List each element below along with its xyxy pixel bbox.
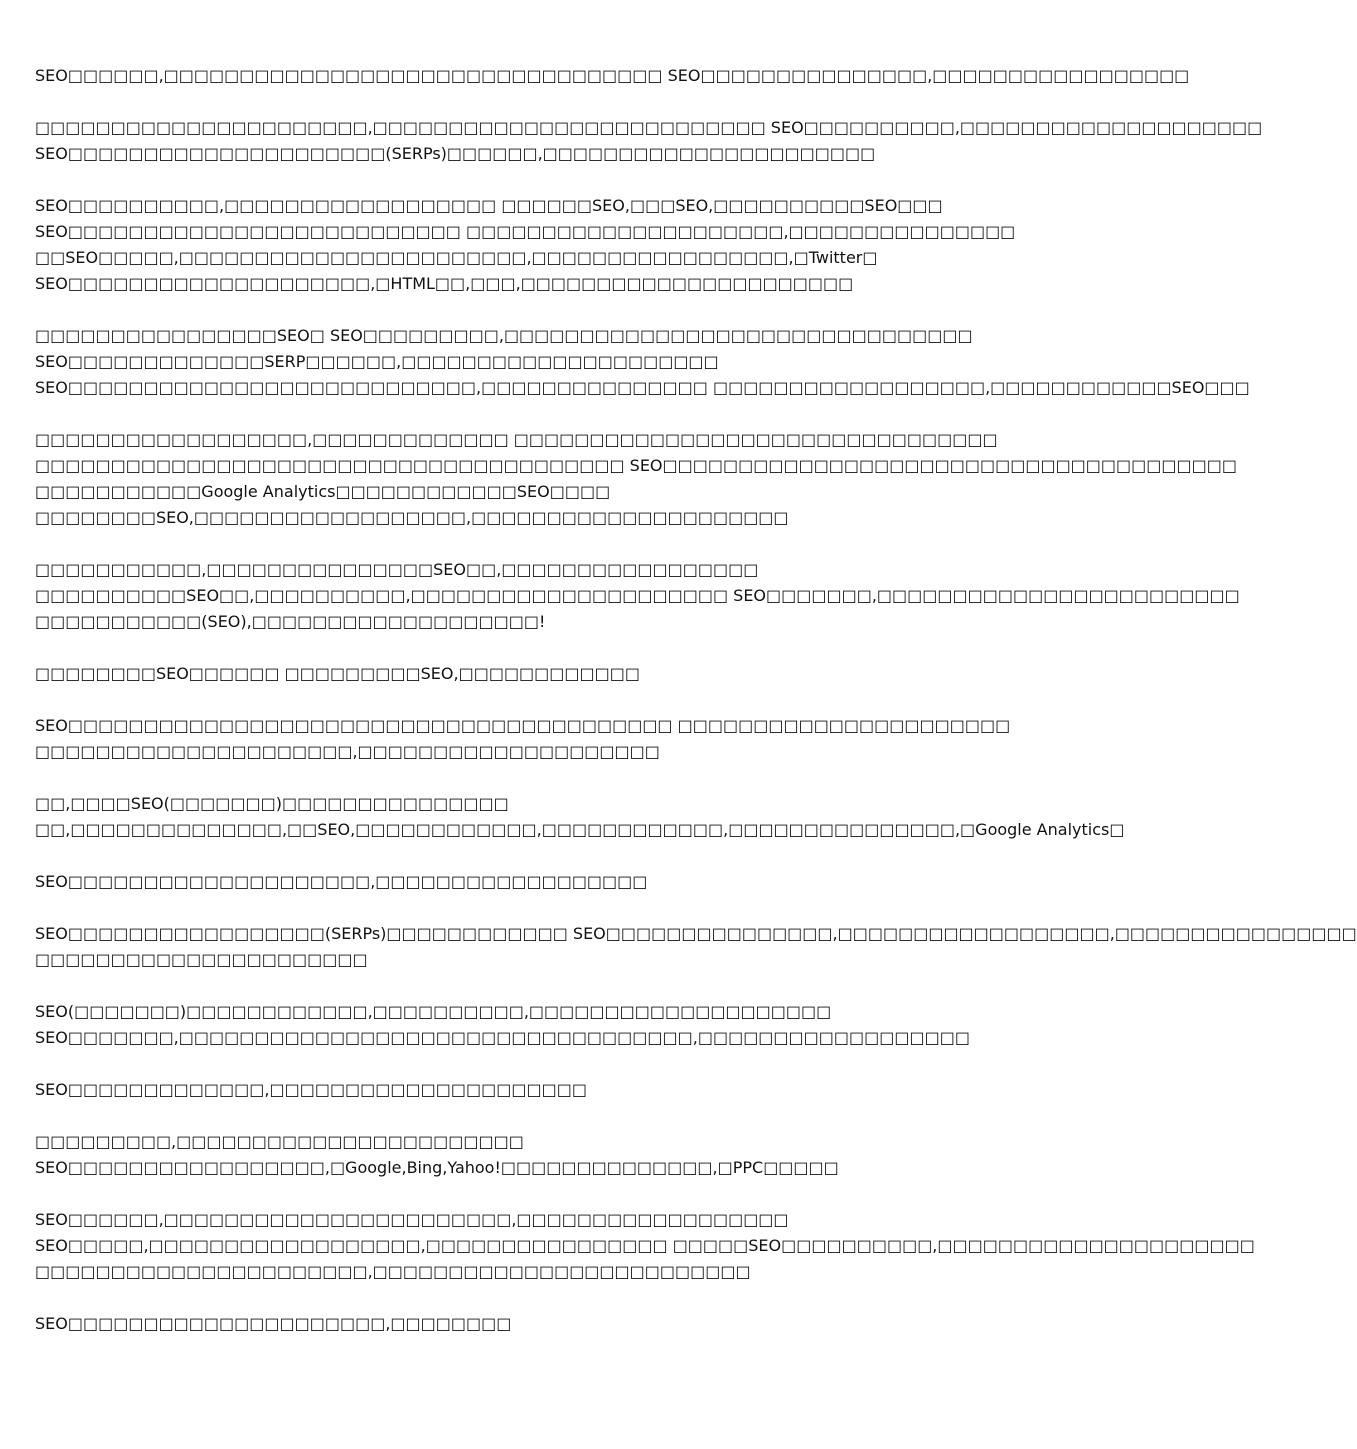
paragraph-line: □□□□□□□□SEO,□□□□□□□□□□□□□□□□□□,□□□□□□□□□□□□□□□□□□□□□	[35, 508, 789, 527]
document-page	[35, 63, 1357, 1363]
paragraph-line: SEO□□□□□□□□□□,□□□□□□□□□□□□□□□□□□ □□□□□□SEO,□□□SEO,□□□□□□□□□□SEO□□□	[35, 196, 943, 215]
paragraph-line: SEO□□□□□□,□□□□□□□□□□□□□□□□□□□□□□□,□□□□□□□□□□□□□□□□□□	[35, 1210, 789, 1229]
paragraph-14	[35, 1129, 995, 1181]
paragraph-line: SEO□□□□□□□□□□□□□□□□□□□□□□□□□□ □□□□□□□□□□□□□□□□□□□□□,□□□□□□□□□□□□□□□	[35, 222, 1016, 241]
paragraph-line: SEO□□□□□□□□□□□□□□□□□□□□,□HTML□□,□□□,□□□□□□□□□□□□□□□□□□□□□□	[35, 274, 854, 293]
paragraph-5	[35, 427, 1237, 531]
paragraph-line: SEO□□□□□□□□□□□□□□□□□□□□,□□□□□□□□□□□□□□□□□□	[35, 872, 648, 891]
paragraph-line: SEO(□□□□□□□)□□□□□□□□□□□□,□□□□□□□□□□,□□□□□□□□□□□□□□□□□□□□	[35, 1002, 832, 1021]
paragraph-line: □□□□□□□□□□□□□□□□□□□□□□□□□□□□□□□□□□□□□□□ SEO□□□□□□□□□□□□□□□□□□□□□□□□□□□□□□□□□□□□□□	[35, 456, 1237, 475]
paragraph-line: SEO□□□□□□□,□□□□□□□□□□□□□□□□□□□□□□□□□□□□□□□□□□,□□□□□□□□□□□□□□□□□□	[35, 1028, 970, 1047]
paragraph-line: □□□□□□□□□□□Google Analytics□□□□□□□□□□□□SEO□□□□	[35, 482, 611, 501]
paragraph-9	[35, 791, 1125, 843]
paragraph-8	[35, 713, 1011, 765]
paragraph-line: SEO□□□□□□□□□□□□□,□□□□□□□□□□□□□□□□□□□□□	[35, 1080, 587, 1099]
paragraph-line: □□□□□□□□□□□□□□□□□□□□□□	[35, 950, 368, 969]
paragraph-line: □□□□□□□□□□□(SEO),□□□□□□□□□□□□□□□□□□□!	[35, 612, 546, 631]
paragraph-line: □□□□□□□□□□□□□□□□□□□□□,□□□□□□□□□□□□□□□□□□□□	[35, 742, 660, 761]
paragraph-4	[35, 323, 1250, 401]
paragraph-line: SEO□□□□□□□□□□□□□□□□□□□□□□□□□□□□□□□□□□□□□□□□ □□□□□□□□□□□□□□□□□□□□□□	[35, 716, 1011, 735]
paragraph-15	[35, 1207, 1255, 1285]
paragraph-6	[35, 557, 1240, 635]
paragraph-13	[35, 1077, 995, 1103]
paragraph-line: □□□□□□□□□□SEO□□,□□□□□□□□□□,□□□□□□□□□□□□□□□□□□□□□ SEO□□□□□□□,□□□□□□□□□□□□□□□□□□□□□□□□	[35, 586, 1240, 605]
paragraph-line: □□SEO□□□□□,□□□□□□□□□□□□□□□□□□□□□□□,□□□□□□□□□□□□□□□□□,□Twitter□	[35, 248, 878, 267]
paragraph-line: SEO□□□□□□□□□□□□□□□□□□□□□,□□□□□□□□	[35, 1314, 512, 1333]
paragraph-12	[35, 999, 995, 1051]
paragraph-line: SEO□□□□□□,□□□□□□□□□□□□□□□□□□□□□□□□□□□□□□□□□ SEO□□□□□□□□□□□□□□□,□□□□□□□□□□□□□□□□□	[35, 66, 1190, 85]
paragraph-line: □□,□□□□SEO(□□□□□□□)□□□□□□□□□□□□□□□	[35, 794, 509, 813]
paragraph-line: □□□□□□□□□□□,□□□□□□□□□□□□□□□SEO□□,□□□□□□□□□□□□□□□□□	[35, 560, 759, 579]
paragraph-2	[35, 115, 1263, 167]
paragraph-line: □□□□□□□□□,□□□□□□□□□□□□□□□□□□□□□□□	[35, 1132, 524, 1151]
paragraph-line: □□□□□□□□□□□□□□□□□□□□□□,□□□□□□□□□□□□□□□□□□□□□□□□□□ SEO□□□□□□□□□□,□□□□□□□□□□□□□□□□□□□□	[35, 118, 1263, 137]
paragraph-line: SEO□□□□□□□□□□□□□□□□□□□□□□□□□□□,□□□□□□□□□□□□□□□ □□□□□□□□□□□□□□□□□□,□□□□□□□□□□□□SEO□□□	[35, 378, 1250, 397]
paragraph-line: □□□□□□□□SEO□□□□□□ □□□□□□□□□SEO,□□□□□□□□□□□□	[35, 664, 640, 683]
paragraph-11	[35, 921, 1357, 973]
paragraph-line: SEO□□□□□□□□□□□□□□□□□(SERPs)□□□□□□□□□□□□ SEO□□□□□□□□□□□□□□□,□□□□□□□□□□□□□□□□□□,□□□□□□□□□□□□□□□□	[35, 924, 1357, 943]
paragraph-3	[35, 193, 1016, 297]
paragraph-line: □□□□□□□□□□□□□□□□SEO□ SEO□□□□□□□□□,□□□□□□□□□□□□□□□□□□□□□□□□□□□□□□□	[35, 326, 973, 345]
paragraph-7	[35, 661, 995, 687]
paragraph-10	[35, 869, 995, 895]
paragraph-line: □□,□□□□□□□□□□□□□□,□□SEO,□□□□□□□□□□□□,□□□□□□□□□□□□,□□□□□□□□□□□□□□□,□Google Analytics□	[35, 820, 1125, 839]
paragraph-line: SEO□□□□□□□□□□□□□□□□□□□□□(SERPs)□□□□□□,□□□□□□□□□□□□□□□□□□□□□□	[35, 144, 876, 163]
paragraph-16	[35, 1311, 995, 1337]
paragraph-line: □□□□□□□□□□□□□□□□□□□□□□,□□□□□□□□□□□□□□□□□□□□□□□□□	[35, 1262, 751, 1281]
paragraph-1	[35, 63, 1190, 89]
paragraph-line: SEO□□□□□,□□□□□□□□□□□□□□□□□□,□□□□□□□□□□□□□□□□ □□□□□SEO□□□□□□□□□□,□□□□□□□□□□□□□□□□□□□□□	[35, 1236, 1255, 1255]
paragraph-line: SEO□□□□□□□□□□□□□SERP□□□□□□,□□□□□□□□□□□□□□□□□□□□□	[35, 352, 719, 371]
paragraph-line: □□□□□□□□□□□□□□□□□□,□□□□□□□□□□□□□ □□□□□□□□□□□□□□□□□□□□□□□□□□□□□□□□	[35, 430, 998, 449]
paragraph-line: SEO□□□□□□□□□□□□□□□□□,□Google,Bing,Yahoo!□□□□□□□□□□□□□□,□PPC□□□□□	[35, 1158, 839, 1177]
